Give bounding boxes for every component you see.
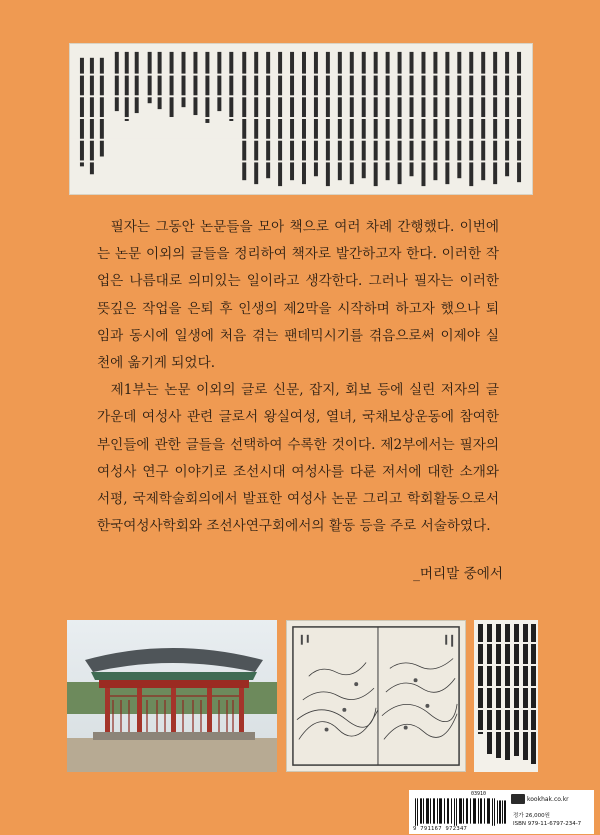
preface-excerpt: [97, 214, 499, 540]
woodblock-print-image: [286, 620, 466, 772]
pavilion-photo: [67, 620, 277, 772]
publisher-url: kookhak.co.kr: [527, 795, 569, 803]
isbn-barcode-number: 9 791167 972347: [413, 826, 468, 832]
newspaper-clip-graphic: [474, 620, 538, 772]
barcode-icon: [413, 792, 509, 830]
publisher-info: [511, 794, 569, 804]
top-newspaper-scan: [69, 43, 533, 195]
old-newspaper-clip: [474, 620, 538, 772]
preface-paragraph-1: 필자는 그동안 논문들을 모아 책으로 여러 차례 간행했다. 이번에는 논문 이외의 글들을 정리하여 책자로 발간하고자 한다. 이러한 작업은 나름대로 의미있는 일이라고 생각한다. 그러나 필자는 이러한 뜻깊은 작업을 은퇴 후 인생의 제2막을 시작하며 하고자 했으나 퇴임과 동시에 일생에 처음 겪는 팬데믹시기를 겪음으로써 이제야 실천에 옮기게 되었다.: [97, 219, 499, 372]
book-price: 정가 26,000원: [513, 813, 550, 819]
woodblock-print-graphic: [287, 621, 465, 771]
pavilion-illustration: [67, 620, 277, 772]
isbn-barcode-panel: [409, 790, 594, 834]
publisher-logo-icon: [511, 794, 525, 804]
newspaper-scan-graphic: [70, 44, 532, 194]
preface-paragraph-2: 제1부는 논문 이외의 글로 신문, 잡지, 회보 등에 실린 저자의 글 가운데 여성사 관련 글로서 왕실여성, 열녀, 국채보상운동에 참여한 부인들에 관한 글들을 선택하여 수록한 것이다. 제2부에서는 필자의 여성사 연구 이야기로 조선시대 여성사를 다룬 저서에 대한 소개와 서평, 국제학술회의에서 발표한 여성사 논문 그리고 학회활동으로서 한국여성사학회와 조선사연구회에서의 활동 등을 주로 서술하였다.: [97, 382, 499, 535]
isbn-text: ISBN 979-11-6797-234-7: [513, 821, 582, 827]
barcode-addon-number: 03910: [471, 791, 487, 797]
excerpt-source: _머리말 중에서: [413, 566, 503, 582]
